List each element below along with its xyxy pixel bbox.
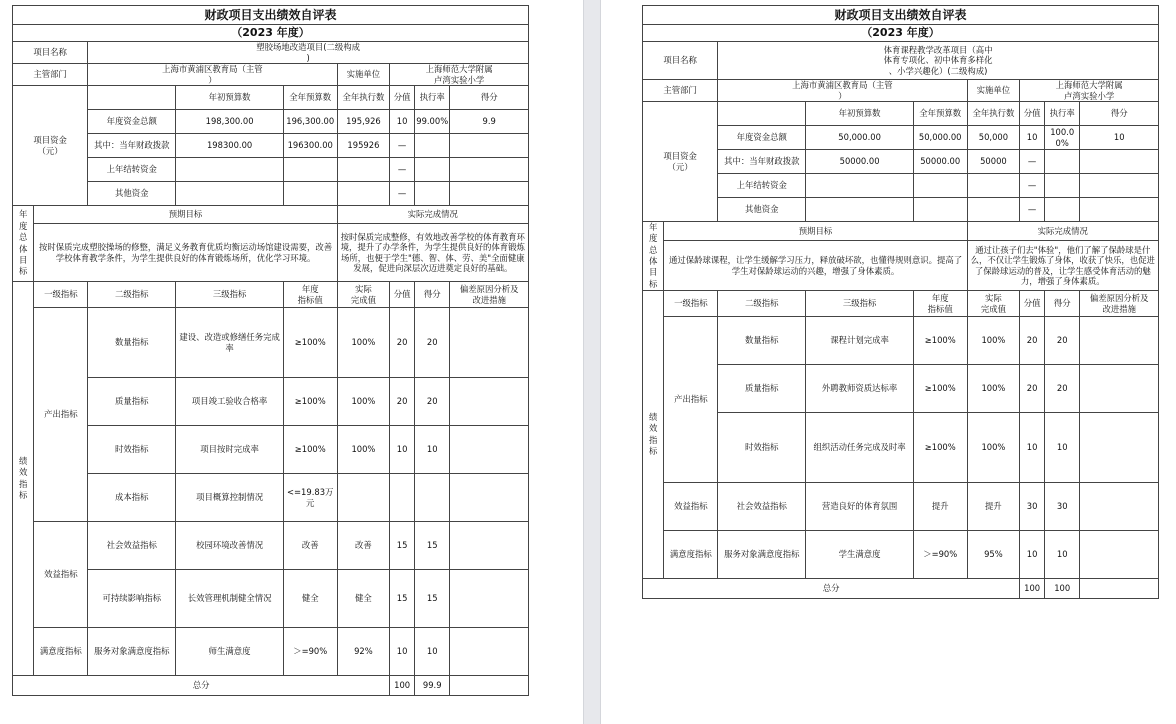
indicator-header: 一级指标 [664,291,718,317]
table-row [13,282,529,308]
funds-header: 得分 [450,86,529,110]
indicator-level3: 校园环境改善情况 [176,522,283,570]
indicator-level2: 服务对象满意度指标 [718,531,806,579]
indicator-target: 改善 [283,522,337,570]
project-name-value: 体育课程教学改革项目（高中 体育专项化、初中体育多样化 、小学兴趣化）(二级构成) [718,42,1159,80]
funds-cell: — [390,134,415,158]
funds-cell: 50,000 [967,126,1020,150]
indicator-header: 二级指标 [88,282,176,308]
evaluation-table [12,5,529,696]
total-label: 总分 [13,676,390,696]
funds-header: 全年预算数 [283,86,337,110]
funds-cell [806,198,913,222]
indicator-actual: 95% [967,531,1020,579]
indicator-got: 20 [1044,317,1079,365]
indicator-actual: 92% [337,628,390,676]
indicator-got: 20 [1044,365,1079,413]
funds-header: 分值 [1020,102,1045,126]
indicator-actual: 100% [337,308,390,378]
indicator-got: 10 [414,628,449,676]
indicator-actual: 健全 [337,570,390,628]
total-got: 99.9 [414,676,449,696]
indicator-actual: 100% [967,317,1020,365]
page-2 [642,5,1159,599]
indicators-label: 绩效指标 [643,291,664,579]
funds-cell: 50000 [967,150,1020,174]
indicator-score [390,474,415,522]
indicator-level2: 质量指标 [88,378,176,426]
funds-cell: 100.00% [1044,126,1079,150]
table-row [13,110,529,134]
funds-row-label: 其中：当年财政拨款 [718,150,806,174]
funds-cell [414,182,449,206]
indicator-actual: 改善 [337,522,390,570]
indicator-level1: 效益指标 [664,483,718,531]
indicator-got: 20 [414,308,449,378]
project-name-label: 项目名称 [643,42,718,80]
indicator-note [1080,483,1159,531]
indicator-got: 15 [414,570,449,628]
indicator-header: 分值 [1020,291,1045,317]
funds-cell: 195,926 [337,110,390,134]
indicator-level2: 时效指标 [88,426,176,474]
funds-cell: 50,000.00 [913,126,967,150]
indicator-level2: 社会效益指标 [88,522,176,570]
indicator-score: 10 [390,628,415,676]
funds-cell [1044,150,1079,174]
indicator-score: 15 [390,522,415,570]
funds-header: 年初预算数 [806,102,913,126]
funds-cell [913,198,967,222]
funds-header: 年初预算数 [176,86,283,110]
indicator-score: 20 [390,308,415,378]
funds-header: 执行率 [414,86,449,110]
indicator-level3: 组织活动任务完成及时率 [806,413,913,483]
funds-header: 执行率 [1044,102,1079,126]
indicator-target: ＞=90% [913,531,967,579]
indicator-actual: 100% [337,426,390,474]
table-row [13,158,529,182]
indicator-header: 一级指标 [34,282,88,308]
funds-cell: — [390,158,415,182]
indicator-header: 实际 完成值 [337,282,390,308]
indicator-level3: 项目竣工验收合格率 [176,378,283,426]
table-row [13,182,529,206]
indicator-actual [337,474,390,522]
funds-row-label: 上年结转资金 [718,174,806,198]
table-row [643,198,1159,222]
indicator-got: 10 [1044,531,1079,579]
indicator-level3: 课程计划完成率 [806,317,913,365]
impl-label: 实施单位 [337,64,390,86]
goal-expected-text: 通过保龄球课程，让学生缓解学习压力，释放破坏欲，也懂得规则意识。提高了学生对保龄球运动的兴趣，增强了身体素质。 [664,241,967,291]
funds-cell [1044,174,1079,198]
table-row [643,222,1159,241]
table-row [13,206,529,224]
form-title: 财政项目支出绩效自评表 [13,6,529,25]
table-row [643,126,1159,150]
funds-row-label: 年度资金总额 [718,126,806,150]
goal-expected-label: 预期目标 [664,222,967,241]
indicator-level3: 建设、改造或修缮任务完成率 [176,308,283,378]
total-note [1080,579,1159,599]
indicator-target: 健全 [283,570,337,628]
indicator-note [1080,413,1159,483]
funds-cell [414,134,449,158]
table-row [643,80,1159,102]
indicator-header: 偏差原因分析及 改进措施 [450,282,529,308]
indicator-target: ≥100% [283,308,337,378]
indicator-level3: 外聘教师资质达标率 [806,365,913,413]
indicator-actual: 100% [337,378,390,426]
indicator-got [414,474,449,522]
table-row [13,64,529,86]
page-gutter [583,0,601,724]
indicator-header: 实际 完成值 [967,291,1020,317]
dept-value: 上海市黄浦区教育局（主管 ） [88,64,337,86]
indicator-target: <=19.83万元 [283,474,337,522]
table-row [643,174,1159,198]
impl-value: 上海师范大学附属 卢湾实验小学 [390,64,529,86]
indicator-note [450,628,529,676]
indicator-target: ≥100% [283,426,337,474]
goal-actual-label: 实际完成情况 [967,222,1158,241]
funds-row-label: 年度资金总额 [88,110,176,134]
goal-actual-text: 通过让孩子们去"体验"，他们了解了保龄球是什么，不仅让学生锻炼了身体，收获了快乐，也促进了保龄球运动的普及，让学生感受体育活动的魅力，增强了身体素质。 [967,241,1158,291]
funds-cell [414,158,449,182]
indicator-got: 10 [1044,413,1079,483]
table-row [643,413,1159,483]
funds-row-label: 上年结转资金 [88,158,176,182]
indicator-score: 10 [1020,413,1045,483]
funds-cell: 50,000.00 [806,126,913,150]
goal-label: 年度总体目标 [643,222,664,291]
table-row [643,102,1159,126]
indicator-score: 20 [1020,365,1045,413]
evaluation-table [642,5,1159,599]
indicator-actual: 提升 [967,483,1020,531]
indicator-level3: 长效管理机制健全情况 [176,570,283,628]
funds-cell: 195926 [337,134,390,158]
indicators-label: 绩效指标 [13,282,34,676]
funds-cell [1080,198,1159,222]
table-row [643,25,1159,42]
funds-cell [1080,174,1159,198]
indicator-level1: 效益指标 [34,522,88,628]
impl-value: 上海师范大学附属 卢湾实验小学 [1020,80,1159,102]
goal-actual-text: 按时保质完成整修，有效地改善学校的体育教育环境，提升了办学条件，为学生提供良好的体育锻炼场所，也便于学生"德、智、体、劳、美"全面健康发展，促进向深层次迈进奠定良好的基础。 [337,224,528,282]
table-row [13,522,529,570]
indicator-level3: 项目按时完成率 [176,426,283,474]
goal-expected-label: 预期目标 [34,206,337,224]
funds-cell: 10 [390,110,415,134]
table-row [13,224,529,282]
indicator-level3: 学生满意度 [806,531,913,579]
funds-cell: 196,300.00 [283,110,337,134]
funds-cell [283,182,337,206]
table-row [643,483,1159,531]
indicator-note [1080,365,1159,413]
indicator-level2: 服务对象满意度指标 [88,628,176,676]
indicator-level1: 产出指标 [34,308,88,522]
indicator-header: 三级指标 [176,282,283,308]
indicator-level3: 师生满意度 [176,628,283,676]
funds-cell [283,158,337,182]
dept-label: 主管部门 [13,64,88,86]
indicator-level2: 时效指标 [718,413,806,483]
indicator-note [450,522,529,570]
indicator-level2: 数量指标 [88,308,176,378]
indicator-header: 三级指标 [806,291,913,317]
funds-cell: — [390,182,415,206]
funds-cell [450,134,529,158]
funds-cell: 10 [1080,126,1159,150]
funds-header-blank [88,86,176,110]
indicator-target: ≥100% [913,413,967,483]
indicator-got: 30 [1044,483,1079,531]
funds-row-label: 其他资金 [718,198,806,222]
table-row [13,628,529,676]
indicator-level2: 成本指标 [88,474,176,522]
funds-header: 分值 [390,86,415,110]
indicator-note [1080,531,1159,579]
indicator-header: 年度 指标值 [913,291,967,317]
table-row [13,426,529,474]
total-note [450,676,529,696]
indicator-level2: 质量指标 [718,365,806,413]
funds-cell [1080,150,1159,174]
funds-cell [1044,198,1079,222]
page-1 [12,5,529,696]
indicator-header: 得分 [414,282,449,308]
form-year: （2023 年度） [643,25,1159,42]
indicator-level1: 满意度指标 [664,531,718,579]
table-row [13,134,529,158]
funds-cell [176,158,283,182]
indicator-actual: 100% [967,365,1020,413]
total-score: 100 [390,676,415,696]
indicator-level2: 社会效益指标 [718,483,806,531]
table-row [13,676,529,696]
funds-label: 项目资金 （元） [643,102,718,222]
total-score: 100 [1020,579,1045,599]
table-row [643,317,1159,365]
table-row [643,150,1159,174]
indicator-note [450,308,529,378]
funds-header: 全年预算数 [913,102,967,126]
indicator-score: 10 [390,426,415,474]
indicator-note [450,378,529,426]
funds-cell: 9.9 [450,110,529,134]
indicator-score: 30 [1020,483,1045,531]
project-name-value: 塑胶场地改造项目(二级构成 ) [88,42,529,64]
project-name-label: 项目名称 [13,42,88,64]
funds-header: 得分 [1080,102,1159,126]
indicator-level2: 可持续影响指标 [88,570,176,628]
funds-cell: — [1020,150,1045,174]
dept-label: 主管部门 [643,80,718,102]
form-year: （2023 年度） [13,25,529,42]
indicator-note [450,474,529,522]
indicator-score: 20 [390,378,415,426]
table-row [13,570,529,628]
indicator-score: 15 [390,570,415,628]
indicator-target: ≥100% [913,317,967,365]
indicator-note [1080,317,1159,365]
funds-cell: 198,300.00 [176,110,283,134]
form-title: 财政项目支出绩效自评表 [643,6,1159,25]
indicator-target: ≥100% [283,378,337,426]
table-row [643,531,1159,579]
funds-cell [450,182,529,206]
funds-cell: 50000.00 [806,150,913,174]
table-row [643,241,1159,291]
table-row [13,474,529,522]
total-label: 总分 [643,579,1020,599]
funds-cell: 10 [1020,126,1045,150]
indicator-score: 20 [1020,317,1045,365]
indicator-note [450,426,529,474]
impl-label: 实施单位 [967,80,1020,102]
funds-header: 全年执行数 [337,86,390,110]
funds-cell [176,182,283,206]
table-row [643,6,1159,25]
indicator-header: 偏差原因分析及 改进措施 [1080,291,1159,317]
funds-cell [967,198,1020,222]
funds-cell: 196300.00 [283,134,337,158]
indicator-level2: 数量指标 [718,317,806,365]
funds-cell: — [1020,174,1045,198]
indicator-header: 得分 [1044,291,1079,317]
total-got: 100 [1044,579,1079,599]
indicator-target: ≥100% [913,365,967,413]
indicator-got: 20 [414,378,449,426]
indicator-target: 提升 [913,483,967,531]
table-row [643,365,1159,413]
indicator-level3: 项目概算控制情况 [176,474,283,522]
goal-expected-text: 按时保质完成塑胶操场的修整，满足义务教育优质均衡运动场馆建设需要，改善学校体育教学条件，为学生提供良好的体育锻炼场所，优化学习环境。 [34,224,337,282]
funds-row-label: 其他资金 [88,182,176,206]
funds-cell [913,174,967,198]
funds-cell: — [1020,198,1045,222]
table-row [643,579,1159,599]
table-row [643,291,1159,317]
goal-actual-label: 实际完成情况 [337,206,528,224]
indicator-header: 二级指标 [718,291,806,317]
indicator-level1: 满意度指标 [34,628,88,676]
indicator-target: ＞=90% [283,628,337,676]
funds-header: 全年执行数 [967,102,1020,126]
funds-cell [967,174,1020,198]
funds-cell [337,158,390,182]
table-row [13,25,529,42]
funds-cell: 198300.00 [176,134,283,158]
indicator-level3: 营造良好的体育氛围 [806,483,913,531]
indicator-got: 10 [414,426,449,474]
funds-header-blank [718,102,806,126]
table-row [643,42,1159,80]
funds-cell: 50000.00 [913,150,967,174]
funds-cell [450,158,529,182]
dept-value: 上海市黄浦区教育局（主管 ） [718,80,967,102]
table-row [13,42,529,64]
indicator-note [450,570,529,628]
indicator-header: 分值 [390,282,415,308]
table-row [13,308,529,378]
funds-label: 项目资金 （元） [13,86,88,206]
indicator-header: 年度 指标值 [283,282,337,308]
table-row [13,378,529,426]
indicator-got: 15 [414,522,449,570]
funds-row-label: 其中：当年财政拨款 [88,134,176,158]
table-row [13,86,529,110]
goal-label: 年度总体目标 [13,206,34,282]
indicator-actual: 100% [967,413,1020,483]
funds-cell [337,182,390,206]
table-row [13,6,529,25]
funds-cell [806,174,913,198]
indicator-score: 10 [1020,531,1045,579]
funds-cell: 99.00% [414,110,449,134]
indicator-level1: 产出指标 [664,317,718,483]
